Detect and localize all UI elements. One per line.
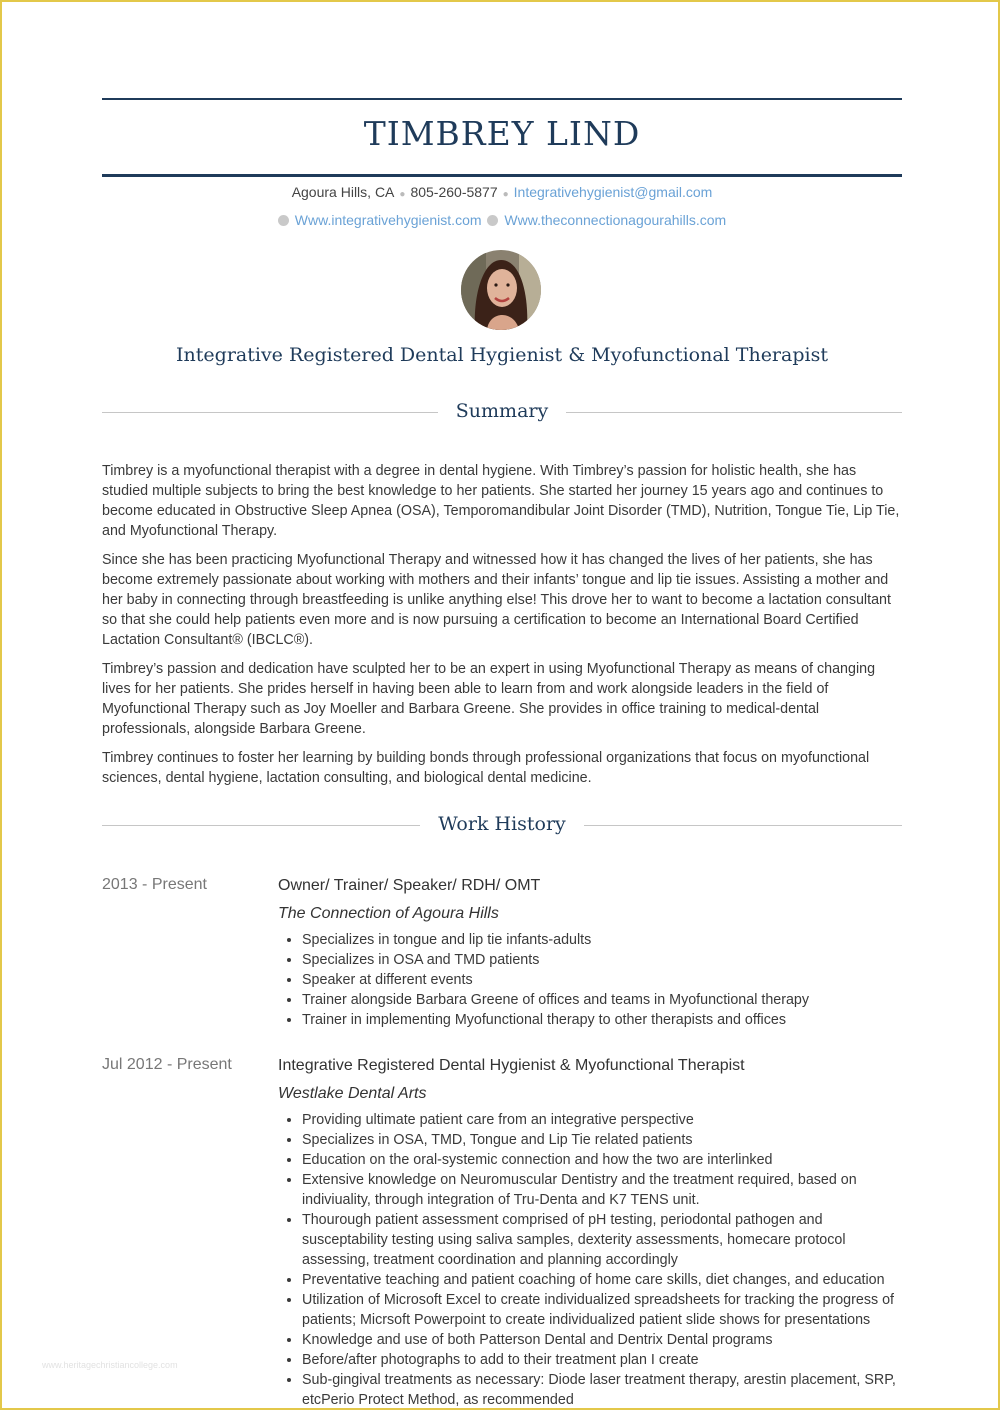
summary-text	[102, 461, 902, 797]
list-item: • Knowledge and use of both Patterson Dental and Dentrix Dental programs	[302, 1330, 902, 1350]
list-item: • Education on the oral-systemic connection and how the two are interlinked	[302, 1150, 902, 1170]
list-item: • Specializes in OSA and TMD patients	[302, 950, 902, 970]
list-item: • Specializes in tongue and lip tie infants-adults	[302, 930, 902, 950]
job-title: Integrative Registered Dental Hygienist & Myofunctional Therapist	[278, 1057, 745, 1074]
top-rule	[102, 98, 902, 100]
list-item: • Specializes in OSA, TMD, Tongue and Lip Tie related patients	[302, 1130, 902, 1150]
divider	[584, 825, 902, 826]
job-bullets	[278, 930, 902, 1030]
list-item: • Preventative teaching and patient coaching of home care skills, diet changes, and education	[302, 1270, 902, 1290]
list-item: • Trainer alongside Barbara Greene of offices and teams in Myofunctional therapy	[302, 990, 902, 1010]
summary-paragraph: Timbrey is a myofunctional therapist with a degree in dental hygiene. With Timbrey’s passion for holistic health, she has studied multiple subjects to bring the best knowledge to her patients. She started her journey 15 years ago and continues to become educated in Obstructive Sleep Apnea (OSA), Temporomandibular Joint Disorder (TMD), Nutrition, Tongue Tie, Lip Tie, and Myofunctional Therapy.	[102, 463, 900, 539]
list-item: • Speaker at different events	[302, 970, 902, 990]
list-item: • Before/after photographs to add to their treatment plan I create	[302, 1350, 902, 1370]
list-item: • Trainer in implementing Myofunctional therapy to other therapists and offices	[302, 1010, 902, 1030]
contact-line-2	[102, 212, 902, 228]
job-title: Owner/ Trainer/ Speaker/ RDH/ OMT	[278, 877, 541, 894]
website-link-1[interactable]: Www.integrativehygienist.com	[294, 212, 482, 228]
list-item: • Extensive knowledge on Neuromuscular Dentistry and the treatment required, based on indiviuality, through integration of Tru-Denta and K7 TENS unit.	[302, 1170, 902, 1210]
phone: 805-260-5877	[410, 184, 498, 200]
avatar	[461, 250, 541, 330]
summary-paragraph: Since she has been practicing Myofunctional Therapy and witnessed how it has changed the lives of her patients, she has become extremely passionate about working with mothers and their infants’ tongue and lip tie issues. Assisting a mother and her baby in connecting through breastfeeding is unlike anything else! This drove her to want to become a lactation consultant so that she could help patients even more and is now pursuing a certification to become an International Board Certified Lactation Consultant® (IBCLC®).	[102, 552, 891, 648]
divider	[566, 412, 902, 413]
website-link-2[interactable]: Www.theconnectionagourahills.com	[504, 212, 727, 228]
professional-headline: Integrative Registered Dental Hygienist & Myofunctional Therapist	[176, 344, 828, 366]
job-bullets	[278, 1110, 902, 1410]
location: Agoura Hills, CA	[291, 184, 395, 200]
job-dates: Jul 2012 - Present	[102, 1056, 232, 1073]
summary-paragraph: Timbrey continues to foster her learning by building bonds through professional organizations that focus on myofunctional sciences, dental hygiene, lactation consulting, and biological dental medicine.	[102, 750, 870, 786]
globe-icon	[487, 215, 498, 226]
summary-paragraph: Timbrey’s passion and dedication have sculpted her to be an expert in using Myofunctional Therapy as means of changing lives for her patients. She prides herself in having been able to learn from and work alongside leaders in the field of Myofunctional Therapy such as Joy Moeller and Barbara Greene. She provides in office training to medical-dental professionals, alongside Barbara Greene.	[102, 661, 876, 737]
company-name: Westlake Dental Arts	[278, 1085, 427, 1102]
list-item: • Thourough patient assessment comprised of pH testing, periodontal pathogen and susceptability testing using saliva samples, dexterity assessments, homecare protocol assessing, treatment coordination and planning accordingly	[302, 1210, 902, 1270]
company-name: The Connection of Agoura Hills	[278, 905, 499, 922]
summary-section-header	[102, 400, 902, 424]
job-dates: 2013 - Present	[102, 876, 207, 893]
dot-separator: ●	[399, 189, 406, 200]
dot-separator: ●	[502, 189, 509, 200]
work-history-section-header	[102, 813, 902, 837]
globe-icon	[278, 215, 289, 226]
section-title: Summary	[455, 400, 549, 422]
list-item: • Utilization of Microsoft Excel to create individualized spreadsheets for tracking the progress of patients; Micrsoft Powerpoint to create individualized patient slide shows for presentations	[302, 1290, 902, 1330]
section-title: Work History	[438, 813, 566, 835]
job-body	[278, 876, 902, 1030]
email-link[interactable]: Integrativehygienist@gmail.com	[513, 184, 713, 200]
candidate-name: TIMBREY LIND	[363, 114, 641, 153]
contact-line-1	[102, 184, 902, 200]
list-item: • Providing ultimate patient care from an integrative perspective	[302, 1110, 902, 1130]
watermark: www.heritagechristiancollege.com	[42, 1360, 178, 1370]
job-body	[278, 1056, 902, 1410]
name-rule	[102, 174, 902, 177]
list-item: • Sub-gingival treatments as necessary: Diode laser treatment therapy, arestin placement, SRP, etcPerio Protect Method, as recommended	[302, 1370, 902, 1410]
